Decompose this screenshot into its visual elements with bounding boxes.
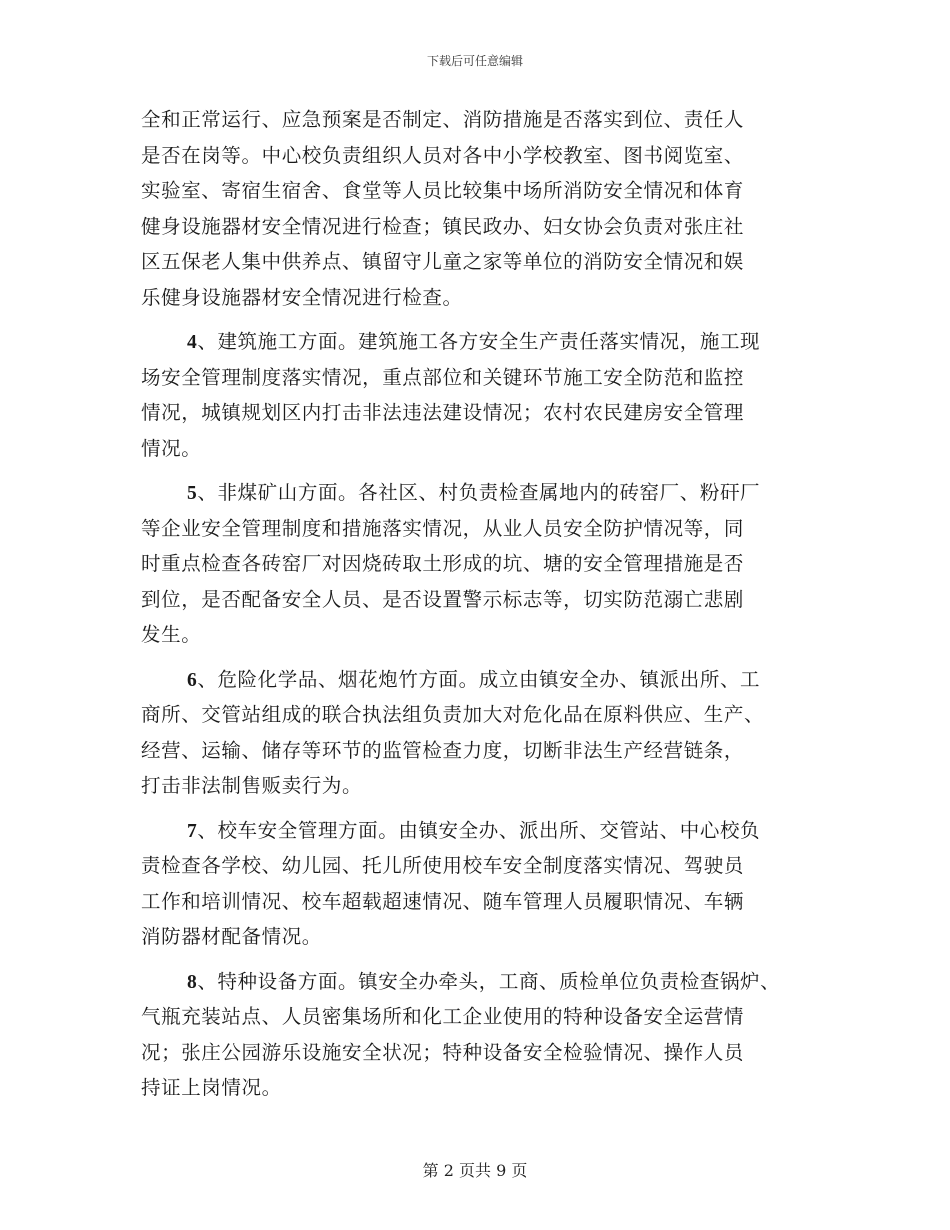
text-line (141, 475, 831, 511)
text-line: 持证上岗情况。 (141, 1076, 282, 1099)
text-line: 情况，城镇规划区内打击非法违法建设情况；农村农民建房安全管理 (141, 401, 745, 424)
text-segment: 、非煤矿山方面。各社区、村负责检查属地内的砖窑厂、粉矸厂 (197, 481, 761, 504)
page-footer: 第 2 页共 9 页 (422, 1161, 528, 1180)
text-line: 等企业安全管理制度和措施落实情况，从业人员安全防护情况等，同 (141, 516, 745, 540)
text-line: 到位，是否配备安全人员、是否设置警示标志等，切实防范溺亡悲剧 (141, 587, 745, 611)
text-segment: 、校车安全管理方面。由镇安全办、派出所、交管站、中心校负 (197, 818, 761, 842)
document-body (141, 102, 831, 1106)
text-segment: 、特种设备方面。镇安全办牵头，工商、质检单位负责检查锅炉、 (197, 969, 781, 993)
text-line: 区五保老人集中供养点、镇留守儿童之家等单位的消防安全情况和娱 (141, 250, 745, 273)
section-number: 7 (187, 820, 198, 842)
text-line: 场安全管理制度落实情况，重点部位和关键环节施工安全防范和监控 (141, 365, 745, 389)
paragraph-section-5 (141, 475, 831, 653)
paragraph-section-6 (141, 662, 831, 804)
text-line: 责检查各学校、幼儿园、托儿所使用校车安全制度落实情况、驾驶员 (141, 854, 745, 877)
text-line: 发生。 (141, 623, 202, 646)
text-line: 健身设施器材安全情况进行检查；镇民政办、妇女协会负责对张庄社 (141, 214, 745, 238)
section-number: 4 (187, 332, 198, 353)
text-line: 经营、运输、储存等环节的监管检查力度，切断非法生产经营链条， (141, 738, 745, 762)
paragraph-section-7 (141, 813, 831, 955)
text-line (141, 324, 831, 360)
text-line: 况；张庄公园游乐设施安全状况；特种设备安全检验情况、操作人员 (141, 1040, 745, 1064)
text-line: 商所、交管站组成的联合执法组负责加大对危化品在原料供应、生产、 (141, 703, 765, 726)
text-line: 时重点检查各砖窑厂对因烧砖取土形成的坑、塘的安全管理措施是否 (141, 552, 745, 575)
paragraph (141, 102, 831, 315)
paragraph-section-4 (141, 324, 831, 466)
text-line: 气瓶充装站点、人员密集场所和化工企业使用的特种设备安全运营情 (141, 1005, 745, 1028)
text-line: 工作和培训情况、校车超载超速情况、随车管理人员履职情况、车辆 (141, 889, 745, 913)
section-number: 5 (187, 483, 198, 504)
section-number: 6 (187, 669, 198, 691)
text-segment: 、危险化学品、烟花炮竹方面。成立由镇安全办、镇派出所、工 (197, 667, 761, 691)
page-header: 下载后可任意编辑 (426, 54, 523, 68)
text-line (141, 964, 831, 1000)
text-line: 消防器材配备情况。 (141, 925, 322, 948)
text-line: 实验室、寄宿生宿舍、食堂等人员比较集中场所消防安全情况和体育 (141, 179, 745, 202)
text-line: 情况。 (141, 436, 202, 460)
section-number: 8 (187, 971, 198, 993)
text-segment: 、建筑施工方面。建筑施工各方安全生产责任落实情况，施工现 (197, 330, 761, 353)
text-line: 乐健身设施器材安全情况进行检查。 (141, 285, 463, 309)
text-line (141, 813, 831, 849)
text-line: 全和正常运行、应急预案是否制定、消防措施是否落实到位、责任人 (141, 108, 745, 131)
paragraph-section-8 (141, 964, 831, 1106)
text-line: 是否在岗等。中心校负责组织人员对各中小学校教室、图书阅览室、 (141, 143, 745, 167)
text-line (141, 662, 831, 698)
text-line: 打击非法制售贩卖行为。 (141, 774, 363, 797)
